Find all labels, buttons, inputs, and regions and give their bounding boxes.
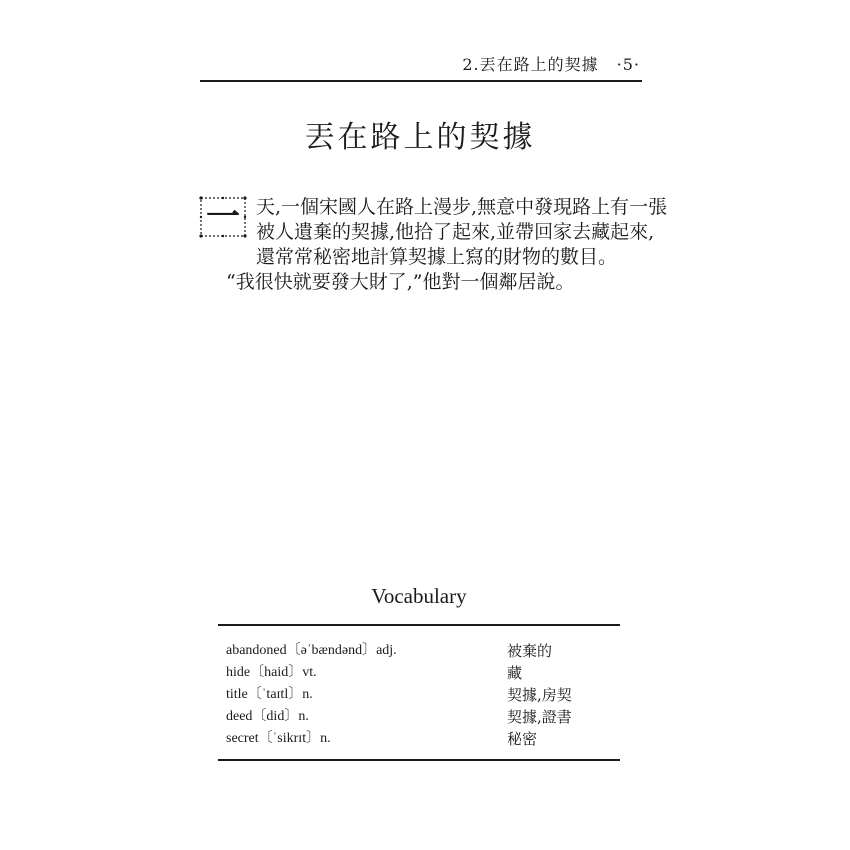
- story-line: 被人遺棄的契據,他拾了起來,並帶回家去藏起來,: [256, 221, 655, 243]
- dropcap: [198, 195, 248, 239]
- vocabulary-meaning: 藏: [507, 664, 523, 682]
- vocabulary-entry: [226, 640, 616, 662]
- chapter-title: 2.丟在路上的契據: [462, 55, 599, 74]
- story-line: 還常常秘密地計算契據上寫的財物的數目。: [256, 246, 618, 268]
- dropcap-character: 一: [206, 197, 240, 237]
- vocabulary-entry: [226, 684, 616, 706]
- vocabulary-meaning: 被棄的: [507, 642, 553, 660]
- story-line: “我很快就要發大財了,”他對一個鄰居說。: [226, 271, 575, 293]
- vocabulary-meaning: 契據,證書: [507, 708, 572, 726]
- running-header: [200, 52, 640, 78]
- vocabulary-word: abandoned〔əˈbændənd〕adj.: [226, 643, 397, 658]
- vocabulary-word: secret〔ˈsikrɪt〕n.: [226, 731, 331, 746]
- vocabulary-meaning: 契據,房契: [507, 686, 572, 704]
- vocabulary-bottom-rule: [218, 759, 620, 761]
- vocabulary-entry: [226, 706, 616, 728]
- story-line: 天,一個宋國人在路上漫步,無意中發現路上有一張: [256, 196, 668, 218]
- vocabulary-top-rule: [218, 624, 620, 626]
- header-rule: [200, 80, 642, 82]
- vocabulary-word: deed〔did〕n.: [226, 709, 309, 724]
- vocabulary-word: hide〔haid〕vt.: [226, 665, 317, 680]
- page-number: ·5·: [616, 55, 640, 74]
- vocabulary-list: [226, 640, 616, 750]
- story-title: 丟在路上的契據: [304, 120, 536, 155]
- vocabulary-word: title〔ˈtaɪtl〕n.: [226, 687, 313, 702]
- vocabulary-entry: [226, 662, 616, 684]
- vocabulary-entry: [226, 728, 616, 750]
- vocabulary-meaning: 秘密: [507, 730, 538, 748]
- vocabulary-heading: Vocabulary: [371, 584, 467, 608]
